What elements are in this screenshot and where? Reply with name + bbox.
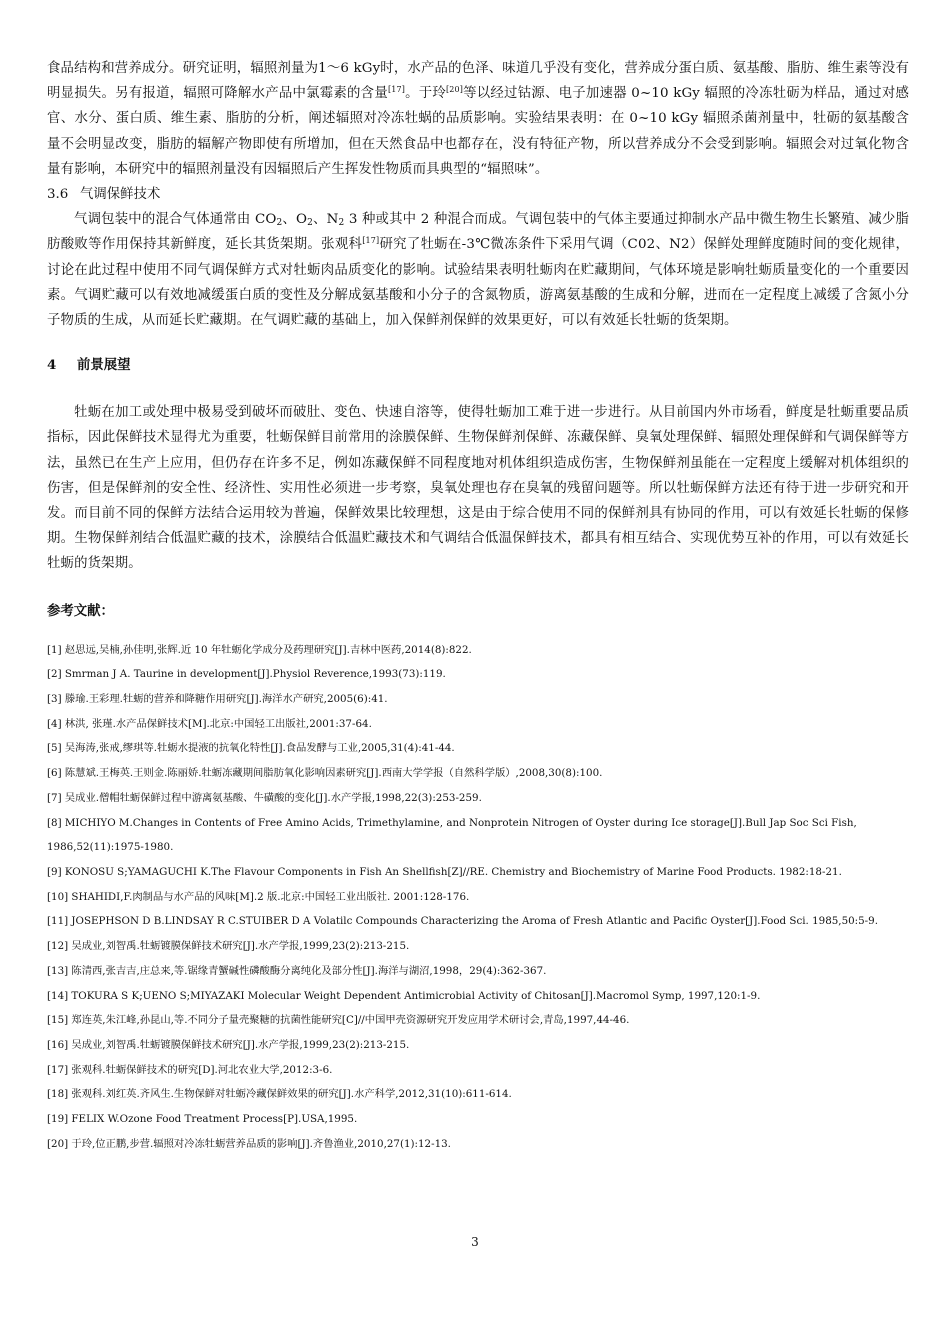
paragraph-outlook: 牡蛎在加工或处理中极易受到破坏而破肚、变色、快速自溶等，使得牡蛎加工难于进一步进行。从目前国内外市场看，鲜度是牡蛎重要品质指标，因此保鲜技术显得尤为重要，牡蛎保鲜目前常用的涂膜保鲜、生物保鲜剂保鲜、冻藏保鲜、臭氧处理保鲜、辐照处理保鲜和气调保鲜等方法，虽然已在生产上应用，但仍存在许多不足，例如冻藏保鲜不同程度地对机体组织造成伤害，生物保鲜剂虽能在一定程度上缓解对机体组织的伤害，但是保鲜剂的安全性、经济性、实用性必须进一步考察，臭氧处理也存在臭氧的残留问题等。所以牡蛎保鲜方法还有待于进一步研究和开发。而目前不同的保鲜方法结合运用较为普遍，保鲜效果比较理想，这是由于综合使用不同的保鲜剂具有协同的作用，可以有效延长牡蛎的保修期。生物保鲜剂结合低温贮藏的技术，涂膜结合低温贮藏技术和气调结合低温保鲜技术，都具有相互结合、实现优势互补的作用，可以有效延长牡蛎的货架期。 bbox=[47, 405, 909, 572]
references-title: 参考文献： bbox=[47, 602, 114, 619]
reference-item: [11] JOSEPHSON D B.LINDSAY R C.STUIBER D A Volatilc Compounds Characterizing the Aroma of Fresh Atlantic and Pacific Oyster[J].Food Sci. 1985,50:5-9. bbox=[47, 915, 878, 928]
page-number: 3 bbox=[471, 1235, 479, 1249]
reference-item: [5] 吴海涛,张戒,缪琪等.牡蛎水提液的抗氧化特性[J].食品发酵与工业,2005,31(4):41-44. bbox=[47, 742, 455, 755]
paragraph-modified-atmosphere bbox=[47, 207, 909, 333]
reference-item: [4] 林洪, 张瑾.水产品保鲜技术[M].北京:中国轻工出版社,2001:37-64. bbox=[47, 717, 372, 730]
paragraph-text: 、N bbox=[313, 212, 339, 228]
reference-item: [15] 郑连英,朱江峰,孙昆山,等.不同分子量壳聚糖的抗菌性能研究[C]//中国甲壳资源研究开发应用学术研讨会,青岛,1997,44-46. bbox=[47, 1014, 630, 1027]
paragraph-text: 等以经过钴源、电子加速器 0~10 kGy 辐照的冷冻牡砺为样品，通过对感官、水分、蛋白质、维生素、脂肪的分析，阐述辐照对冷冻牡蜗的品质影响。实验结果表明：在 0~10 kGy 辐照杀菌剂量中，牡砺的氨基酸含量不会明显改变，脂肪的辐解产物即使有所增加，但在天然食品中也都存在，没有特征产物，所以营养成分不会受到影响。辐照会对过氧化物含量有影响，本研究中的辐照剂量没有因辐照后产生挥发性物质而具典型的“辐照味”。 bbox=[47, 86, 909, 177]
reference-item: [16] 吴成业,刘智禹.牡蛎镀膜保鲜技术研究[J].水产学报,1999,23(2):213-215. bbox=[47, 1038, 410, 1051]
reference-item: [1] 赵思远,吴楠,孙佳明,张辉.近 10 年牡蛎化学成分及药理研究[J].吉林中医药,2014(8):822. bbox=[47, 643, 472, 656]
paragraph-text: 气调包装中的混合气体通常由 CO bbox=[74, 212, 277, 228]
paragraph-text: 3 种或其中 2 种混合而成。气调包装中的气体主要通过抑制水产品中微生物生长繁殖、减少脂肪酸败等作用保持其新鲜度，延长其货架期。张观科 bbox=[47, 212, 909, 253]
paragraph-text: 研究了牡蛎在-3℃微冻条件下采用气调（C02、N2）保鲜处理鲜度随时间的变化规律，讨论在此过程中使用不同气调保鲜方式对牡蛎肉品质变化的影响。试验结果表明牡蛎肉在贮藏期间，气体环境是影响牡蛎质量变化的一个重要因素。气调贮藏可以有效地减缓蛋白质的变性及分解成氨基酸和小分子的含氮物质，游离氨基酸的生成和分解，进而在一定程度上减缓了含氮小分子物质的生成，从而延长贮藏期。在气调贮藏的基础上，加入保鲜剂保鲜的效果更好，可以有效延长牡蛎的货架期。 bbox=[47, 237, 909, 329]
section-title: 前景展望 bbox=[77, 357, 131, 374]
reference-item: [19] FELIX W.Ozone Food Treatment Process[P].USA,1995. bbox=[47, 1113, 358, 1126]
reference-item: [3] 滕瑜.王彩理.牡蛎的营养和降糖作用研究[J].海洋水产研究,2005(6):41. bbox=[47, 693, 388, 706]
paragraph-text: 、O bbox=[282, 212, 308, 228]
citation-ref: [17] bbox=[362, 236, 380, 246]
reference-item: [10] SHAHIDI,F.肉制品与水产品的风味[M].2 版.北京:中国轻工业出版社. 2001:128-176. bbox=[47, 890, 470, 903]
citation-ref: [17] bbox=[387, 85, 405, 95]
section-number: 4 bbox=[47, 357, 57, 374]
paragraph-text: 食品结构和营养成分。研究证明，辐照剂量为1～6 kGy时，水产品的色泽、味道几乎没有变化，营养成分蛋白质、氨基酸、脂肪、维生素等没有明显损失。另有报道，辐照可降解水产品中氯霉素的含量 bbox=[47, 61, 909, 102]
citation-ref: [20] bbox=[446, 85, 464, 95]
reference-item: [7] 吴成业.僧帽牡蛎保鲜过程中游离氨基酸、牛磺酸的变化[J].水产学报,1998,22(3):253-259. bbox=[47, 791, 482, 804]
reference-item: [13] 陈清西,张吉吉,庄总来,等.锯缘青蟹碱性磷酸酶分离纯化及部分性[J].海洋与湖沼,1998，29(4):362-367. bbox=[47, 964, 547, 977]
section-heading-4 bbox=[47, 354, 909, 373]
references-list bbox=[47, 638, 909, 1157]
page-content bbox=[47, 56, 909, 1156]
reference-item: [2] Smrman J A. Taurine in development[J].Physiol Reverence,1993(73):119. bbox=[47, 668, 446, 681]
section-title: 气调保鲜技术 bbox=[80, 187, 161, 203]
reference-item: [6] 陈慧斌.王梅英.王则金.陈丽娇.牡蛎冻藏期间脂肪氧化影响因素研究[J].西南大学学报（自然科学版）,2008,30(8):100. bbox=[47, 767, 603, 780]
reference-item: [17] 张观科.牡蛎保鲜技术的研究[D].河北农业大学,2012:3-6. bbox=[47, 1063, 333, 1076]
subscript: 2 bbox=[276, 218, 283, 229]
subscript: 2 bbox=[307, 218, 314, 229]
reference-item: [18] 张观科.刘红英.齐风生.生物保鲜对牡蛎冷藏保鲜效果的研究[J].水产科学,2012,31(10):611-614. bbox=[47, 1088, 512, 1101]
section-number: 3.6 bbox=[47, 187, 69, 203]
reference-item: [14] TOKURA S K;UENO S;MIYAZAKI Molecular Weight Dependent Antimicrobial Activity of Chitosan[J].Macromol Symp, 1997,120:1-9. bbox=[47, 989, 761, 1002]
reference-item: [12] 吴成业,刘智禹.牡蛎镀膜保鲜技术研究[J].水产学报,1999,23(2):213-215. bbox=[47, 940, 410, 953]
reference-item: [8] MICHIYO M.Changes in Contents of Free Amino Acids, Trimethylamine, and Nonprotein Nitrogen of Oyster during Ice storage[J].Bull Jap Soc Sci Fish, 1986,52(11):1975-1980. bbox=[47, 816, 857, 854]
reference-item: [20] 于玲,位正鹏,步营.辐照对冷冻牡蛎营养品质的影响[J].齐鲁渔业,2010,27(1):12-13. bbox=[47, 1137, 451, 1150]
reference-item: [9] KONOSU S;YAMAGUCHI K.The Flavour Components in Fish An Shellfish[Z]//RE. Chemistry and Biochemistry of Marine Food Products. 1982:18-21. bbox=[47, 865, 842, 878]
paragraph-text: 。于玲 bbox=[405, 86, 447, 102]
paragraph-irradiation bbox=[47, 56, 909, 182]
subscript: 2 bbox=[338, 218, 345, 229]
section-heading-3-6 bbox=[47, 182, 909, 207]
